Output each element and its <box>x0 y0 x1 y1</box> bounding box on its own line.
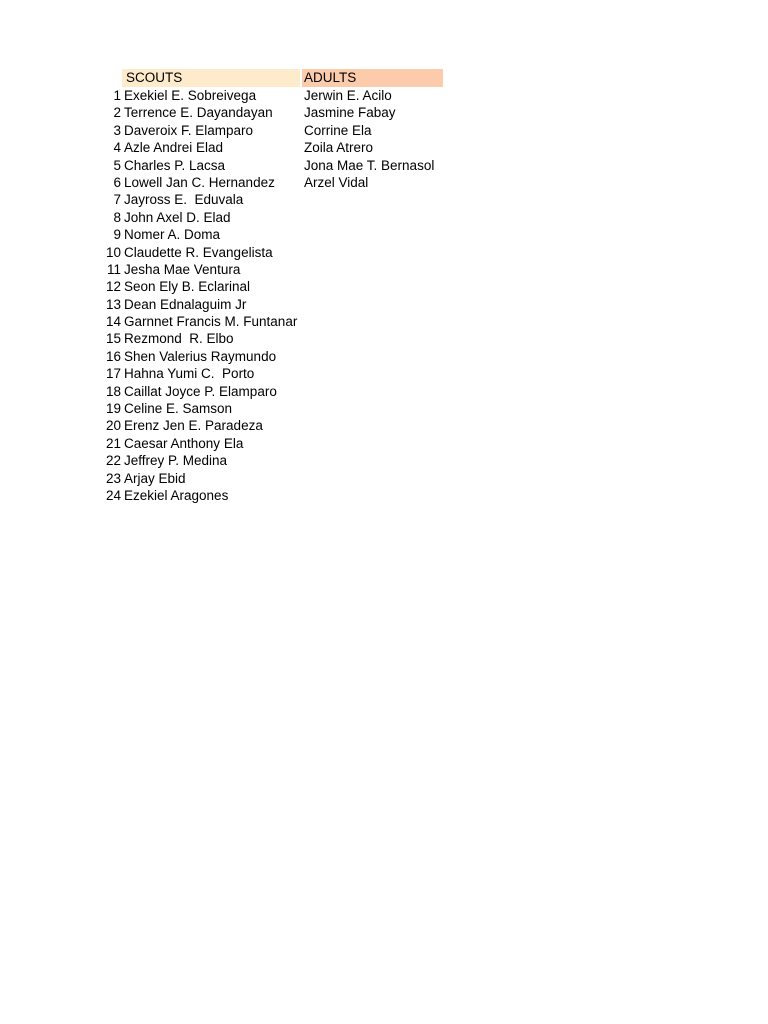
adult-name <box>302 400 443 417</box>
scout-name: John Axel D. Elad <box>124 209 231 225</box>
row-number: 19 <box>105 401 121 417</box>
row-number: 21 <box>105 435 121 451</box>
table-row <box>100 383 443 400</box>
table-row <box>100 400 443 417</box>
scout-name: Azle Andrei Elad <box>124 140 224 156</box>
adult-name <box>302 313 443 330</box>
adult-name: Jona Mae T. Bernasol <box>304 157 435 173</box>
scout-name: Jesha Mae Ventura <box>124 261 241 277</box>
row-number: 10 <box>105 244 121 260</box>
table-row <box>100 435 443 452</box>
scout-name: Hahna Yumi C. Porto <box>124 366 255 382</box>
table-row <box>100 174 443 191</box>
row-number: 9 <box>113 227 121 243</box>
scout-name: Exekiel E. Sobreivega <box>124 88 257 103</box>
scout-name: Garnnet Francis M. Funtanar <box>124 314 298 330</box>
scout-name: Claudette R. Evangelista <box>124 244 273 260</box>
adult-name: Jasmine Fabay <box>304 105 396 121</box>
adult-name: Corrine Ela <box>304 122 372 138</box>
row-number: 24 <box>105 487 121 503</box>
table-row <box>100 139 443 156</box>
table-row <box>100 330 443 347</box>
adult-name: Arzel Vidal <box>304 174 369 190</box>
table-row <box>100 348 443 365</box>
table-row <box>100 244 443 261</box>
row-number: 16 <box>105 348 121 364</box>
table-row <box>100 313 443 330</box>
row-number: 1 <box>113 88 121 103</box>
table-row <box>100 122 443 139</box>
scout-name: Ezekiel Aragones <box>124 487 229 503</box>
row-number: 18 <box>105 383 121 399</box>
scout-name: Dean Ednalaguim Jr <box>124 296 247 312</box>
scout-name: Arjay Ebid <box>124 470 186 486</box>
scout-name: Erenz Jen E. Paradeza <box>124 418 263 434</box>
row-number: 22 <box>105 453 121 469</box>
scouts-header: SCOUTS <box>122 69 300 87</box>
scout-name: Rezmond R. Elbo <box>124 331 234 347</box>
scout-name: Jayross E. Eduvala <box>124 192 244 208</box>
scout-name: Daveroix F. Elamparo <box>124 122 254 138</box>
row-number: 20 <box>105 418 121 434</box>
roster-sheet <box>100 69 443 504</box>
row-number: 4 <box>113 140 121 156</box>
scout-name: Shen Valerius Raymundo <box>124 348 277 364</box>
adult-name <box>302 470 443 487</box>
adult-name <box>302 383 443 400</box>
adult-name <box>302 435 443 452</box>
table-row <box>100 261 443 278</box>
row-number: 12 <box>105 279 121 295</box>
table-row <box>100 104 443 121</box>
row-number: 15 <box>105 331 121 347</box>
scout-name: Caillat Joyce P. Elamparo <box>124 383 277 399</box>
adult-name <box>302 244 443 261</box>
table-row <box>100 157 443 174</box>
table-row <box>100 278 443 295</box>
row-number: 8 <box>113 209 121 225</box>
adult-name <box>302 261 443 278</box>
table-row <box>100 452 443 469</box>
adult-name <box>302 348 443 365</box>
header-row <box>100 69 443 87</box>
row-number: 17 <box>105 366 121 382</box>
table-row <box>100 226 443 243</box>
table-row <box>100 209 443 226</box>
adult-name <box>302 365 443 382</box>
row-number: 14 <box>105 314 121 330</box>
adult-name <box>302 209 443 226</box>
scout-name: Seon Ely B. Eclarinal <box>124 279 251 295</box>
row-number: 6 <box>113 174 121 190</box>
row-number: 13 <box>105 296 121 312</box>
roster-rows <box>100 87 443 504</box>
scout-name: Nomer A. Doma <box>124 227 221 243</box>
row-number: 23 <box>105 470 121 486</box>
scout-name: Caesar Anthony Ela <box>124 435 244 451</box>
adult-name <box>302 278 443 295</box>
table-row <box>100 470 443 487</box>
adult-name <box>302 191 443 208</box>
adult-name <box>302 296 443 313</box>
row-number: 7 <box>113 192 121 208</box>
scout-name: Celine E. Samson <box>124 401 233 417</box>
row-number: 3 <box>113 122 121 138</box>
adult-name <box>302 226 443 243</box>
scout-name: Charles P. Lacsa <box>124 157 226 173</box>
adult-name <box>302 452 443 469</box>
adults-header: ADULTS <box>302 69 443 87</box>
adult-name <box>302 417 443 434</box>
table-row <box>100 296 443 313</box>
table-row <box>100 365 443 382</box>
table-row <box>100 191 443 208</box>
row-number: 5 <box>113 157 121 173</box>
adult-name: Zoila Atrero <box>304 140 374 156</box>
adult-name <box>302 330 443 347</box>
table-row <box>100 487 443 504</box>
row-number: 2 <box>113 105 121 121</box>
table-row <box>100 417 443 434</box>
scout-name: Terrence E. Dayandayan <box>124 105 273 121</box>
row-number: 11 <box>106 261 121 277</box>
scout-name: Jeffrey P. Medina <box>124 453 228 469</box>
adult-name <box>302 487 443 504</box>
adult-name: Jerwin E. Acilo <box>304 88 392 103</box>
scout-name: Lowell Jan C. Hernandez <box>124 174 275 190</box>
table-row <box>100 87 443 104</box>
